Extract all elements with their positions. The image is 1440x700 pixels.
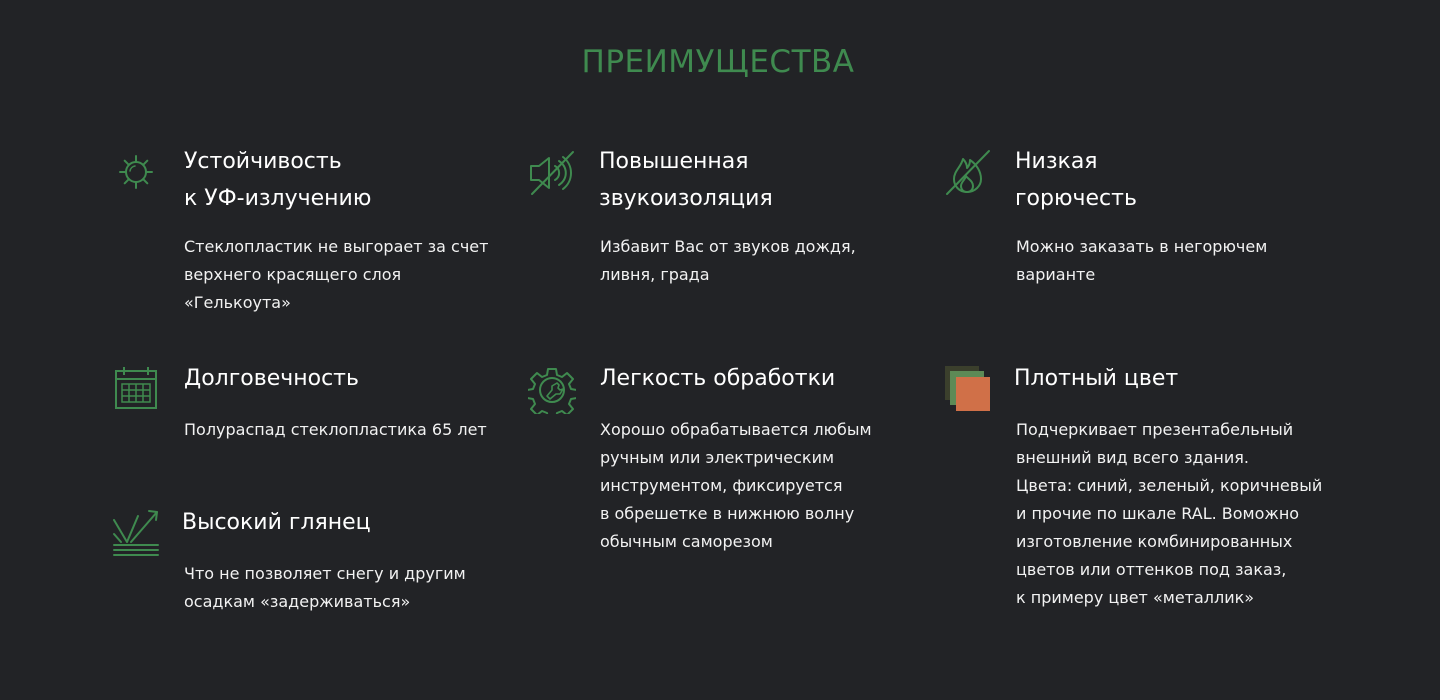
gear-wrench-icon xyxy=(528,366,576,414)
advantage-description: Избавит Вас от звуков дождя, ливня, града xyxy=(600,237,856,284)
advantage-description: Можно заказать в негорючем варианте xyxy=(1016,237,1268,284)
advantage-title: Легкость обработки xyxy=(600,366,836,391)
advantage-title: Плотный цвет xyxy=(1014,366,1179,391)
advantage-description: Подчеркивает презентабельный внешний вид всего здания. Цвета: синий, зеленый, коричневый и прочие по шкале RAL. Воможно изготовление комбинированных цветов или оттенков под заказ, к примеру цвет «металлик» xyxy=(1016,420,1323,607)
advantage-description: Хорошо обрабатывается любым ручным или электрическим инструментом, фиксируется в обрешетке в нижнюю волну обычным саморезом xyxy=(600,420,872,551)
advantage-description: Полураспад стеклопластика 65 лет xyxy=(184,420,487,439)
sun-icon xyxy=(113,150,159,196)
advantage-title: Высокий глянец xyxy=(182,510,371,535)
gloss-reflection-icon xyxy=(111,508,161,556)
advantage-title: Долговечность xyxy=(184,366,359,391)
section-title: ПРЕИМУЩЕСТВА xyxy=(581,44,855,80)
advantage-title: Повышенная звукоизоляция xyxy=(599,149,773,211)
no-fire-icon xyxy=(944,148,992,196)
advantage-description: Стеклопластик не выгорает за счет верхнего красящего слоя «Гелькоута» xyxy=(184,237,489,312)
advantage-title: Низкая горючесть xyxy=(1015,149,1137,211)
advantage-description: Что не позволяет снегу и другим осадкам «задерживаться» xyxy=(184,564,466,611)
color-swatches-icon xyxy=(945,366,991,412)
advantage-title: Устойчивость к УФ-излучению xyxy=(184,149,372,211)
calendar-icon xyxy=(113,366,159,410)
muted-speaker-icon xyxy=(528,150,576,196)
